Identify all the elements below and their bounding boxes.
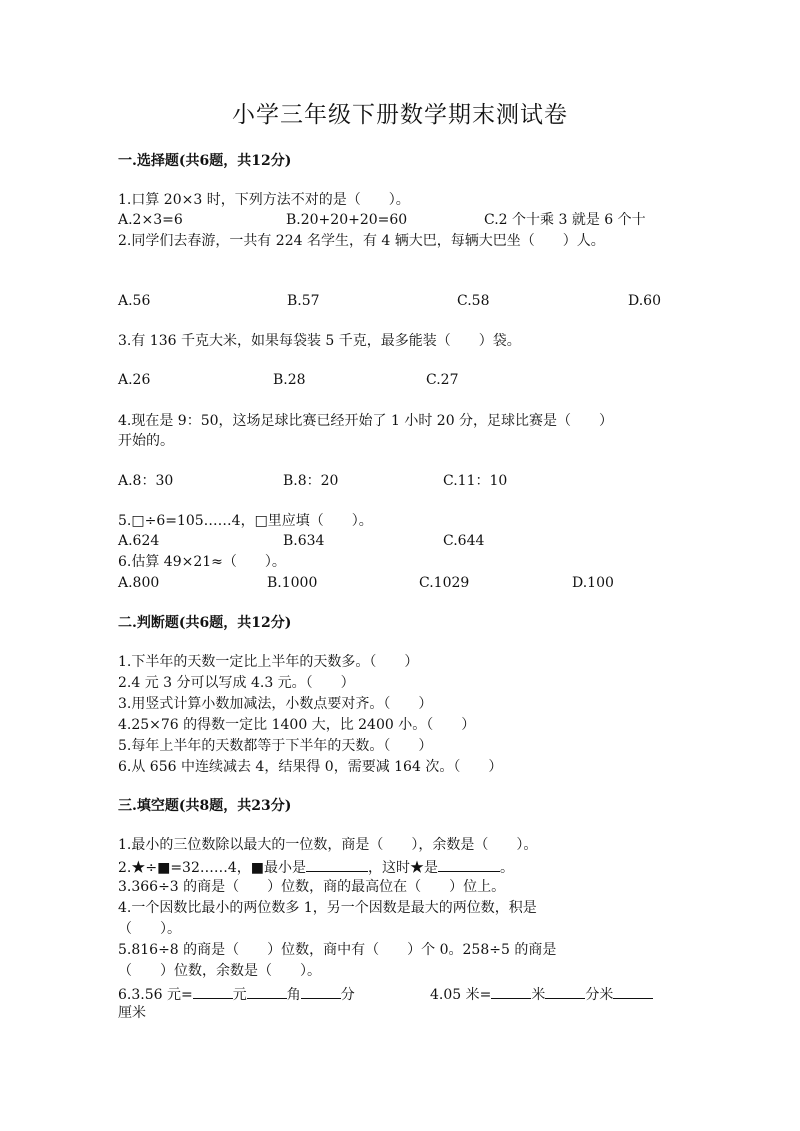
question-stem-cont: 开始的。 <box>118 433 174 449</box>
fill-item: 5.816÷8 的商是（ ）位数，商中有（ ）个 0。258÷5 的商是 <box>118 942 557 958</box>
fill-text: 6.3.56 元= <box>118 987 193 1003</box>
fill-text: 。 <box>500 860 514 876</box>
option-b: B.20+20+20=60 <box>286 212 408 228</box>
answer-blank[interactable] <box>193 984 233 999</box>
judge-item: 4.25×76 的得数一定比 1400 大，比 2400 小。（ ） <box>118 717 476 733</box>
answer-blank[interactable] <box>613 984 653 999</box>
answer-blank[interactable] <box>438 857 500 872</box>
option-c: C.58 <box>457 293 490 309</box>
option-a: A.26 <box>118 372 151 388</box>
option-b: B.28 <box>273 372 306 388</box>
judge-item: 1.下半年的天数一定比上半年的天数多。（ ） <box>118 654 419 670</box>
fill-text: 角 <box>286 987 301 1003</box>
option-c: C.27 <box>426 372 459 388</box>
fill-text: 4.05 米= <box>430 987 492 1003</box>
option-c: C.2 个十乘 3 就是 6 个十 <box>484 212 646 228</box>
fill-item-cont: （ ）。 <box>118 921 181 937</box>
option-b: B.57 <box>287 293 320 309</box>
fill-text: 2.★÷■=32……4，■最小是 <box>118 860 306 876</box>
option-c: C.644 <box>443 533 485 549</box>
option-a: A.800 <box>118 575 160 591</box>
judge-item: 6.从 656 中连续减去 4，结果得 0，需要减 164 次。（ ） <box>118 759 503 775</box>
option-c: C.11：10 <box>443 473 508 489</box>
fill-item-cont: （ ）位数，余数是（ ）。 <box>118 963 321 979</box>
judge-item: 5.每年上半年的天数都等于下半年的天数。（ ） <box>118 738 433 754</box>
option-b: B.8：20 <box>283 473 339 489</box>
fill-text: ，这时★是 <box>368 860 438 876</box>
answer-blank[interactable] <box>306 857 368 872</box>
option-a: A.56 <box>118 293 151 309</box>
option-a: A.8：30 <box>118 473 174 489</box>
question-stem: 2.同学们去春游，一共有 224 名学生，有 4 辆大巴，每辆大巴坐（ ）人。 <box>118 233 605 249</box>
answer-blank[interactable] <box>545 984 585 999</box>
fill-text: 元 <box>232 987 247 1003</box>
fill-item <box>118 857 514 877</box>
option-b: B.1000 <box>267 575 318 591</box>
question-stem: 6.估算 49×21≈（ ）。 <box>118 554 286 570</box>
fill-item: 1.最小的三位数除以最大的一位数，商是（ ），余数是（ ）。 <box>118 837 538 853</box>
question-stem: 4.现在是 9：50，这场足球比赛已经开始了 1 小时 20 分，足球比赛是（ ） <box>118 413 614 429</box>
judge-item: 2.4 元 3 分可以写成 4.3 元。（ ） <box>118 675 355 691</box>
option-a: A.624 <box>118 533 160 549</box>
option-c: C.1029 <box>419 575 470 591</box>
fill-text: 米 <box>531 987 546 1003</box>
question-stem: 1.口算 20×3 时，下列方法不对的是（ ）。 <box>118 192 410 208</box>
fill-item: 3.366÷3 的商是（ ）位数，商的最高位在（ ）位上。 <box>118 879 506 895</box>
answer-blank[interactable] <box>491 984 531 999</box>
question-stem: 5.□÷6=105……4，□里应填（ ）。 <box>118 513 373 529</box>
fill-item: 4.一个因数比最小的两位数多 1，另一个因数是最大的两位数，积是 <box>118 900 537 916</box>
section-heading-fill: 三.填空题(共8题，共23分) <box>118 798 292 814</box>
option-d: D.60 <box>628 293 661 309</box>
fill-item <box>118 984 355 1004</box>
fill-item <box>430 984 653 1004</box>
fill-item-cont: 厘米 <box>118 1005 146 1021</box>
answer-blank[interactable] <box>301 984 341 999</box>
section-heading-judge: 二.判断题(共6题，共12分) <box>118 615 292 631</box>
fill-text: 分米 <box>585 987 614 1003</box>
question-stem: 3.有 136 千克大米，如果每袋装 5 千克，最多能装（ ）袋。 <box>118 333 521 349</box>
fill-text: 分 <box>340 987 355 1003</box>
answer-blank[interactable] <box>247 984 287 999</box>
option-b: B.634 <box>283 533 325 549</box>
page-title: 小学三年级下册数学期末测试卷 <box>232 102 568 128</box>
section-heading-choice: 一.选择题(共6题，共12分) <box>118 153 292 169</box>
option-a: A.2×3=6 <box>118 212 183 228</box>
option-d: D.100 <box>572 575 614 591</box>
judge-item: 3.用竖式计算小数加减法，小数点要对齐。（ ） <box>118 696 433 712</box>
